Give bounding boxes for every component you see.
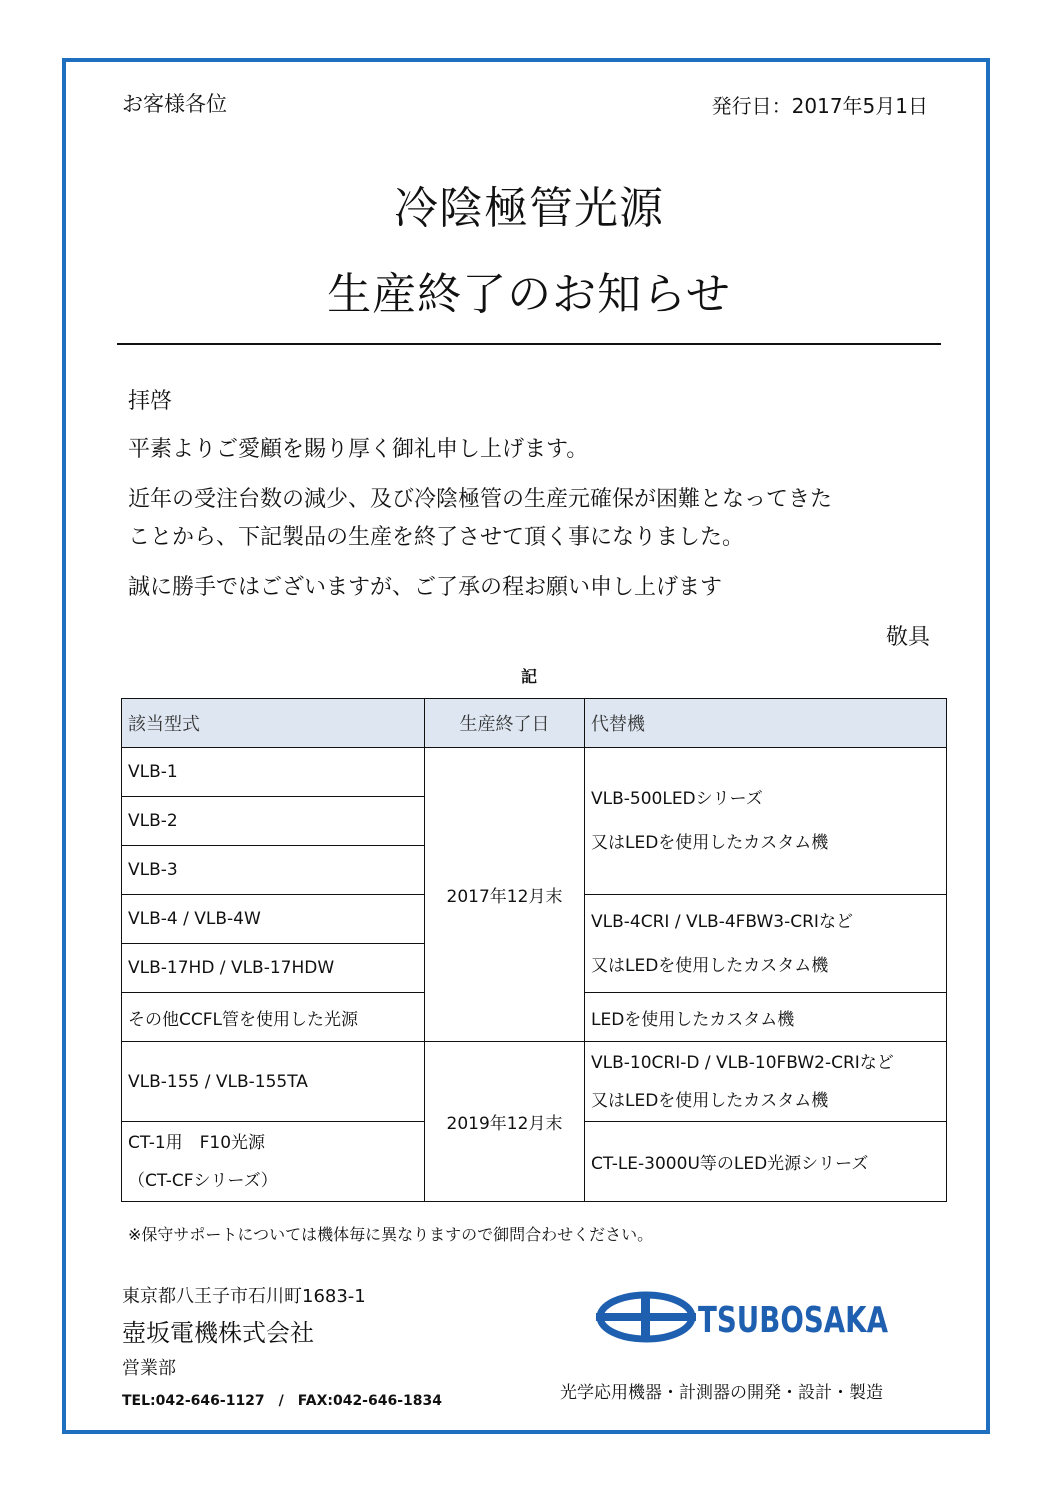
alternative-line: 又はLEDを使用したカスタム機 [591,833,829,853]
alternative-line: VLB-4CRI / VLB-4FBW3-CRIなど [591,911,853,932]
alternative-line: 又はLEDを使用したカスタム機 [591,955,829,976]
page-title-line1: 冷陰極管光源 [394,183,664,234]
alternative-line: 又はLEDを使用したカスタム機 [591,1090,829,1111]
table-row [122,748,947,797]
end-date-cell: 2019年12月末 [425,1042,585,1202]
alternative-cell [585,895,947,993]
page-title-line2: 生産終了のお知らせ [327,269,731,320]
table-header-row [122,699,947,748]
greeting-opening: 拝啓 [128,389,173,414]
alternative-cell [585,1042,947,1122]
table-row [122,1042,947,1122]
department: 営業部 [122,1358,176,1379]
model-line: （CT-CFシリーズ） [128,1170,278,1191]
body-paragraph-2-line2: ことから、下記製品の生産を終了させて頂く事になりました。 [128,525,745,550]
model-line: CT-1用 F10光源 [128,1132,266,1153]
company-address: 東京都八王子市石川町1683-1 [122,1286,366,1307]
logo-text: TSUBOSAKA [698,1300,889,1341]
logo-stem [641,1297,650,1339]
header-alternative: 代替機 [585,699,947,748]
model-cell: VLB-3 [122,846,425,895]
header-model: 該当型式 [122,699,425,748]
alternative-cell: LEDを使用したカスタム機 [585,993,947,1042]
alternative-cell [585,748,947,895]
support-note: ※保守サポートについては機体毎に異なりますので御問合わせください。 [128,1225,654,1244]
company-slogan: 光学応用機器・計測器の開発・設計・製造 [560,1383,883,1403]
model-cell: VLB-155 / VLB-155TA [122,1042,425,1122]
body-paragraph-2-line1: 近年の受注台数の減少、及び冷陰極管の生産元確保が困難となってきた [128,487,833,512]
alternative-line: VLB-500LEDシリーズ [591,789,763,809]
body-paragraph-1: 平素よりご愛顧を賜り厚く御礼申し上げます。 [128,437,589,462]
model-cell: VLB-4 / VLB-4W [122,895,425,944]
model-cell: その他CCFL管を使用した光源 [122,993,425,1042]
alternative-line: VLB-10CRI-D / VLB-10FBW2-CRIなど [591,1052,894,1073]
tsubosaka-logo [594,1288,894,1346]
end-date-cell: 2017年12月末 [425,748,585,1042]
model-cell: VLB-1 [122,748,425,797]
greeting-closing: 敬具 [885,625,930,650]
ki-marker: 記 [520,667,537,686]
model-cell [122,1122,425,1202]
company-name: 壺坂電機株式会社 [122,1319,314,1347]
title-divider [117,343,941,345]
body-paragraph-3: 誠に勝手ではございますが、ご了承の程お願い申し上げます [128,575,723,600]
issue-date: 発行日：2017年5月1日 [711,94,928,118]
model-cell: VLB-2 [122,797,425,846]
header-end-date: 生産終了日 [425,699,585,748]
addressee: お客様各位 [122,92,227,116]
model-cell: VLB-17HD / VLB-17HDW [122,944,425,993]
discontinued-products-table [121,698,947,1202]
contact-numbers: TEL:042-646-1127 / FAX:042-646-1834 [122,1393,442,1409]
alternative-cell: CT-LE-3000U等のLED光源シリーズ [585,1122,947,1202]
